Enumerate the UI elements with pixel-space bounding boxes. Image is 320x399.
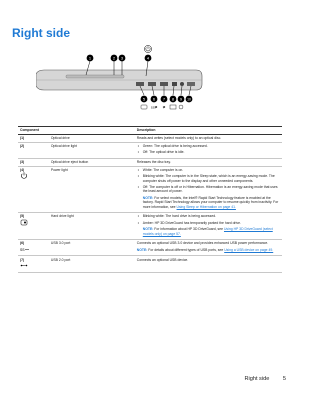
power-icon [20,172,28,178]
row-number: (5) [20,214,25,219]
note [143,227,280,236]
row-number-cell [18,134,49,142]
row-number: (1) [20,135,25,140]
note-text: For details about different types of USB ports, see [148,247,224,252]
note [137,248,280,252]
callout-10 [186,96,193,103]
svg-text:SS⇄: SS⇄ [150,105,158,110]
component-name: Power light [49,166,135,213]
callout-9 [178,96,185,103]
row-number-cell [18,256,49,272]
description-text: Reads and writes (select models only) to an optical disc. [136,135,222,140]
svg-text:2: 2 [112,55,116,61]
usb3-symbol-icon [151,106,158,110]
page-footer [244,376,286,382]
bullet-item: • Blinking white: The computer is in the Sleep state, which is an energy-saving mode. The computer shuts off power to the display and other unneeded components. [137,174,280,183]
svg-text:10: 10 [187,97,191,102]
component-description [135,134,282,142]
description-text: Releases the disc tray. [136,159,171,164]
component-name: USB 2.0 port [49,256,135,272]
component-description [135,166,282,213]
bullet-item: • Off: The computer is off or in Hibernation. Hibernation is an energy-saving mode that uses the least amount of power. [137,185,280,194]
callout-4 [145,55,152,62]
row-number: (6) [20,241,25,246]
bullet-item: • Blinking white: The hard drive is being accessed. [137,214,280,218]
note-text: For select models, the Intel® Rapid Start Technology feature is enabled at the factory. Rapid Start Technology allows your computer to resume quickly from inactivity. For more information, see [142,195,279,209]
component-table [18,126,282,273]
row-number: (7) [20,257,25,262]
svg-text:6: 6 [152,96,156,102]
power-connector-symbol-icon [179,105,183,109]
description-text: Connects an optional USB 3.0 device and provides enhanced USB power performance. [136,241,269,246]
power-symbol-icon [144,45,151,52]
table-row [18,142,282,158]
svg-text:1: 1 [88,55,92,61]
table-header-row [18,127,282,135]
callout-5 [141,96,148,103]
component-name: Optical drive [49,134,135,142]
row-number-cell [18,213,49,240]
page-title: Right side [12,26,71,40]
row-number-cell [18,158,49,166]
callout-2 [111,55,118,62]
table-row [18,256,282,272]
note-label: NOTE: [142,195,154,200]
bullet-item: • White: The computer is on. [137,168,280,172]
laptop-right-side-illustration [36,44,206,112]
table-row [18,213,282,240]
component-name: USB 3.0 port [49,240,135,256]
description-bullets [137,214,280,225]
table-row [18,166,282,213]
svg-text:4: 4 [146,55,150,61]
usb2-symbol-icon [163,106,166,110]
svg-text:⇄: ⇄ [162,105,166,110]
table-row [18,240,282,256]
note-label: NOTE: [136,247,148,252]
header-description: Description [135,127,282,135]
component-name: Optical drive light [49,142,135,158]
component-description [135,142,282,158]
callout-8 [170,96,177,103]
cross-reference-link[interactable]: Using Sleep or Hibernation on page 41. [176,204,236,209]
bullet-item: • Amber: HP 3D DriveGuard has temporarily parked the hard drive. [137,221,280,225]
network-symbol-icon [170,105,176,109]
component-name: Optical drive eject button [49,158,135,166]
row-number-cell [18,166,49,213]
footer-section: Right side [244,376,270,382]
header-component: Component [18,127,135,135]
note-text: For information about HP 3D DriveGuard, see [154,227,224,232]
bullet-item: • Green: The optical drive is being accessed. [137,144,280,148]
usb3-icon [20,246,28,252]
usb2-icon [20,262,28,268]
callout-1 [87,55,94,62]
component-description [135,158,282,166]
bullet-item: • Off: The optical drive is idle. [137,150,280,154]
description-bullets [137,168,280,194]
row-number-cell [18,240,49,256]
row-number: (3) [20,159,25,164]
component-name: Hard drive light [49,213,135,240]
table-row [18,158,282,166]
description-bullets [137,144,280,155]
callout-7 [161,96,168,103]
svg-text:8: 8 [171,96,175,102]
hard-drive-icon [20,219,28,225]
component-description [135,213,282,240]
svg-text:5: 5 [142,96,146,102]
row-number: (2) [20,143,25,148]
svg-text:3: 3 [120,55,124,61]
note-label: NOTE: [142,227,154,232]
page-number: 5 [282,376,286,382]
description-text: Connects an optional USB device. [136,257,189,262]
component-description [135,256,282,272]
cross-reference-link[interactable]: Using a USB device on page 49. [224,247,274,252]
cross-reference-link[interactable]: Using HP 3D DriveGuard (select models only) on page 57. [142,227,273,236]
row-number: (4) [20,167,25,172]
note [143,196,280,209]
hard-drive-symbol-icon [141,105,147,109]
callout-6 [151,96,158,103]
svg-text:7: 7 [162,96,166,102]
component-description [135,240,282,256]
svg-text:SS: SS [20,247,25,252]
row-number-cell [18,142,49,158]
svg-text:9: 9 [179,96,183,102]
table-row [18,134,282,142]
callout-3 [119,55,126,62]
